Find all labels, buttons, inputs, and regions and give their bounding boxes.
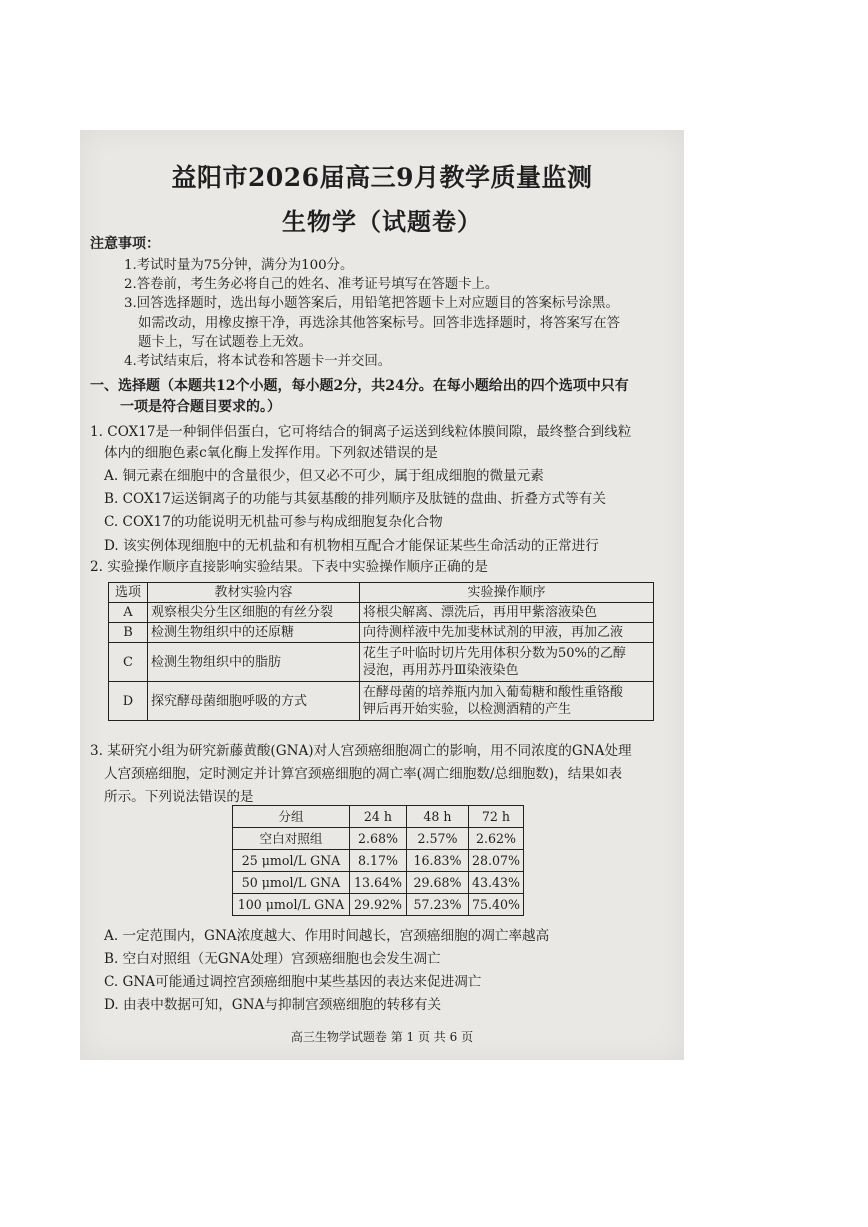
q1-stem: 1. COX17是一种铜伴侣蛋白，它可将结合的铜离子运送到线粒体膜间隙，最终整合到线粒 <box>90 424 632 440</box>
table-cell: B <box>109 623 148 643</box>
table-cell: 50 μmol/L GNA <box>233 872 350 894</box>
table-row <box>233 850 524 872</box>
table-cell: C <box>109 643 148 682</box>
table-header-cell: 实验操作顺序 <box>360 583 654 603</box>
table-cell: 观察根尖分生区细胞的有丝分裂 <box>148 603 360 623</box>
table-cell: D <box>109 682 148 721</box>
q1-option-d: D. 该实例体现细胞中的无机盐和有机物相互配合才能保证某些生命活动的正常进行 <box>104 538 599 554</box>
table-row <box>109 603 654 623</box>
cell-line: 花生子叶临时切片先用体积分数为50%的乙醇 <box>363 646 626 661</box>
q3-stem: 3. 某研究小组为研究新藤黄酸(GNA)对人宫颈癌细胞凋亡的影响，用不同浓度的GNA处理 <box>90 743 632 759</box>
table-cell: A <box>109 603 148 623</box>
cell-line: 在酵母菌的培养瓶内加入葡萄糖和酸性重铬酸 <box>363 685 624 700</box>
table-cell: 8.17% <box>349 850 406 872</box>
q3-stem-cont: 所示。下列说法错误的是 <box>104 789 254 805</box>
table-cell: 将根尖解离、漂洗后，再用甲紫溶液染色 <box>360 603 654 623</box>
table-header-row <box>109 583 654 603</box>
q2-stem: 2. 实验操作顺序直接影响实验结果。下表中实验操作顺序正确的是 <box>90 559 488 575</box>
page-footer: 高三生物学试题卷 第 1 页 共 6 页 <box>290 1030 474 1044</box>
table-row <box>109 682 654 721</box>
table-header-cell: 教材实验内容 <box>148 583 360 603</box>
table-cell <box>360 682 654 721</box>
cell-line: 浸泡，再用苏丹Ⅲ染液染色 <box>363 663 519 678</box>
notice-line: 如需改动，用橡皮擦干净，再选涂其他答案标号。回答非选择题时，将答案写在答 <box>138 316 621 331</box>
table-cell: 空白对照组 <box>233 828 350 850</box>
table-cell: 25 μmol/L GNA <box>233 850 350 872</box>
table-row <box>233 872 524 894</box>
q3-option-c: C. GNA可能通过调控宫颈癌细胞中某些基因的表达来促进凋亡 <box>104 974 482 990</box>
table-cell: 16.83% <box>406 850 468 872</box>
table-cell: 28.07% <box>468 850 523 872</box>
notice-line: 3.回答选择题时，选出每小题答案后，用铅笔把答题卡上对应题目的答案标号涂黑。 <box>124 296 619 311</box>
notice-line: 题卡上，写在试题卷上无效。 <box>138 335 313 350</box>
q1-stem-cont: 体内的细胞色素c氧化酶上发挥作用。下列叙述错误的是 <box>104 445 438 461</box>
table-cell: 2.57% <box>406 828 468 850</box>
q2-table <box>108 582 654 721</box>
section-heading-cont: 一项是符合题目要求的。） <box>120 399 281 415</box>
table-cell: 29.68% <box>406 872 468 894</box>
table-cell: 57.23% <box>406 894 468 916</box>
table-cell: 检测生物组织中的还原糖 <box>148 623 360 643</box>
table-cell: 13.64% <box>349 872 406 894</box>
q1-option-a: A. 铜元素在细胞中的含量很少，但又必不可少，属于组成细胞的微量元素 <box>104 468 544 484</box>
table-cell: 2.62% <box>468 828 523 850</box>
table-cell <box>360 643 654 682</box>
table-header-row <box>233 806 524 828</box>
notice-line: 4.考试结束后，将本试卷和答题卡一并交回。 <box>124 354 392 369</box>
notice-heading: 注意事项： <box>90 236 160 252</box>
q3-stem-cont: 人宫颈癌细胞，定时测定并计算宫颈癌细胞的凋亡率(凋亡细胞数/总细胞数)，结果如表 <box>104 766 623 782</box>
table-row <box>109 643 654 682</box>
q1-option-c: C. COX17的功能说明无机盐可参与构成细胞复杂化合物 <box>104 514 443 530</box>
table-row <box>233 828 524 850</box>
table-cell: 75.40% <box>468 894 523 916</box>
exam-title: 益阳市2026届高三9月教学质量监测 <box>171 163 593 192</box>
exam-sheet <box>80 130 684 1060</box>
table-header-cell: 72 h <box>468 806 523 828</box>
q3-option-a: A. 一定范围内，GNA浓度越大、作用时间越长，宫颈癌细胞的凋亡率越高 <box>104 928 550 944</box>
table-cell: 43.43% <box>468 872 523 894</box>
table-row <box>109 623 654 643</box>
table-cell: 检测生物组织中的脂肪 <box>148 643 360 682</box>
exam-subtitle: 生物学（试题卷） <box>282 207 482 236</box>
table-header-cell: 选项 <box>109 583 148 603</box>
cell-line: 钾后再开始实验，以检测酒精的产生 <box>363 702 572 717</box>
table-header-cell: 48 h <box>406 806 468 828</box>
table-cell: 向待测样液中先加斐林试剂的甲液，再加乙液 <box>360 623 654 643</box>
table-cell: 2.68% <box>349 828 406 850</box>
q3-option-d: D. 由表中数据可知，GNA与抑制宫颈癌细胞的转移有关 <box>104 997 442 1013</box>
table-cell: 29.92% <box>349 894 406 916</box>
q3-option-b: B. 空白对照组（无GNA处理）宫颈癌细胞也会发生凋亡 <box>104 951 441 967</box>
q1-option-b: B. COX17运送铜离子的功能与其氨基酸的排列顺序及肽链的盘曲、折叠方式等有关 <box>104 491 606 507</box>
table-header-cell: 24 h <box>349 806 406 828</box>
q3-table <box>232 805 524 916</box>
table-row <box>233 894 524 916</box>
section-heading: 一、选择题（本题共12个小题，每小题2分，共24分。在每小题给出的四个选项中只有 <box>90 378 629 394</box>
notice-line: 1.考试时量为75分钟，满分为100分。 <box>124 258 354 273</box>
table-cell: 探究酵母菌细胞呼吸的方式 <box>148 682 360 721</box>
notice-line: 2.答卷前，考生务必将自己的姓名、准考证号填写在答题卡上。 <box>124 277 499 292</box>
table-header-cell: 分组 <box>233 806 350 828</box>
table-cell: 100 μmol/L GNA <box>233 894 350 916</box>
